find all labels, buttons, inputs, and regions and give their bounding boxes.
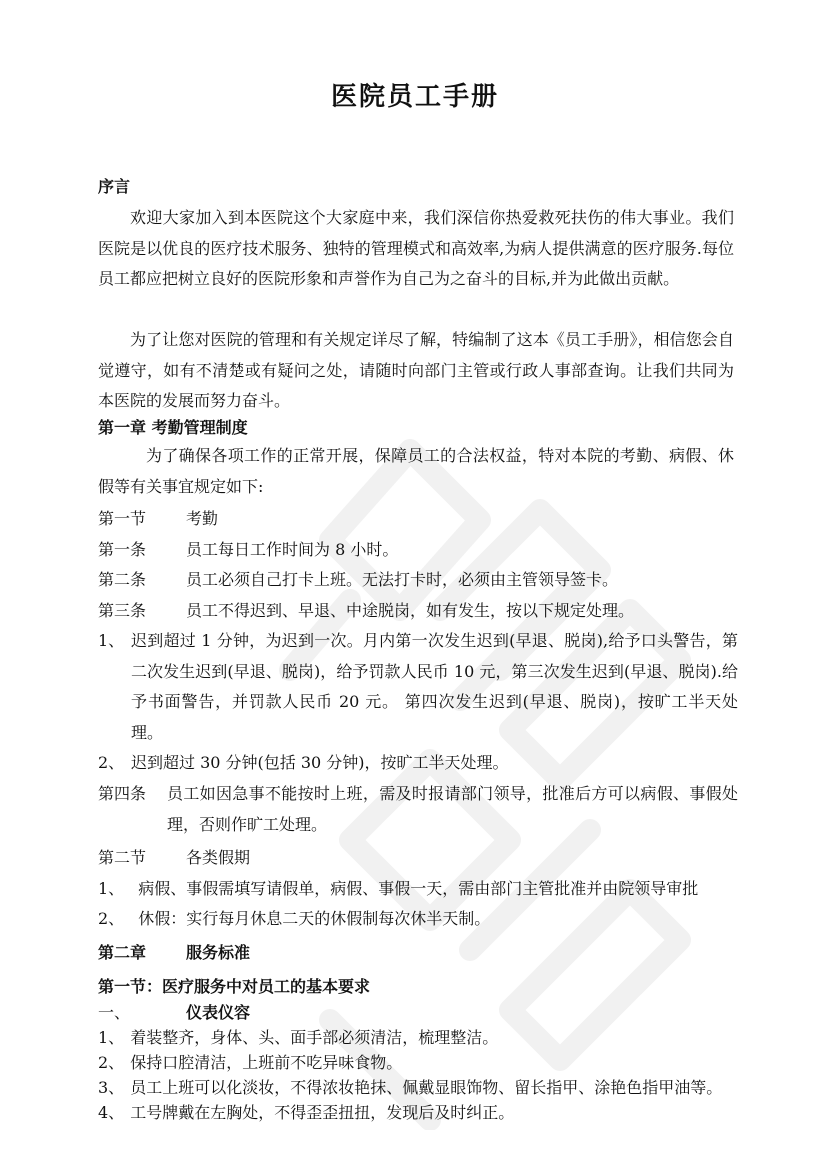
article-2	[98, 570, 618, 590]
article-text: 员工如因急事不能按时上班，需及时报请部门领导，批准后方可以病假、事假处理，否则作旷工处理。	[167, 784, 738, 834]
section-2-heading	[98, 848, 250, 868]
list-item	[98, 1028, 498, 1048]
list-item	[98, 1078, 722, 1098]
list-text: 工号牌戴在左胸处，不得歪歪扭扭，发现后及时纠正。	[130, 1103, 515, 1122]
article-1	[98, 540, 398, 560]
section-title: 考勤	[186, 509, 219, 528]
chapter-2-heading	[98, 943, 250, 963]
list-text: 病假、事假需填写请假单，病假、事假一天，需由部门主管批准并由院领导审批	[138, 879, 699, 898]
preface-paragraph-1: 欢迎大家加入到本医院这个大家庭中来，我们深信你热爱救死扶伤的伟大事业。我们医院是以优良的医疗技术服务、独特的管理模式和高效率,为病人提供满意的医疗服务.每位员工都应把树立良好的医院形象和声誉作为自己为之奋斗的目标,并为此做出贡献。	[98, 208, 734, 288]
list-number: 3、	[98, 1078, 125, 1097]
subsection-title: 仪表仪容	[186, 1003, 251, 1022]
preface-heading: 序言	[98, 177, 131, 196]
chapter-title: 服务标准	[186, 943, 251, 962]
list-item	[98, 1053, 402, 1073]
list-number: 2、	[98, 1053, 125, 1072]
section-1-heading	[98, 509, 218, 529]
article-number: 第一条	[98, 540, 147, 559]
list-text: 着装整齐，身体、头、面手部必须清洁，梳理整洁。	[130, 1028, 499, 1047]
article-text: 员工不得迟到、早退、中途脱岗，如有发生，按以下规定处理。	[186, 601, 635, 620]
list-text: 迟到超过 30 分钟(包括 30 分钟)，按旷工半天处理。	[131, 753, 509, 772]
list-text: 迟到超过 1 分钟，为迟到一次。月内第一次发生迟到(早退、脱岗),给予口头警告，第二次发生迟到(早退、脱岗)，给予罚款人民币 10 元，第三次发生迟到(早退、脱岗).给予书面警告，并罚款人民币 20 元。 第四次发生迟到(早退、脱岗)，按旷工半天处理。	[131, 631, 738, 742]
list-text: 保持口腔清洁，上班前不吃异味食物。	[130, 1053, 403, 1072]
article-3	[98, 601, 634, 621]
lateness-rule-2	[98, 748, 738, 779]
lateness-rule-1	[98, 626, 738, 748]
article-number: 第四条	[98, 784, 147, 803]
list-number: 2、	[98, 909, 125, 928]
chapter-number: 第二章	[98, 943, 147, 962]
article-number: 第二条	[98, 570, 147, 589]
list-number: 1、	[98, 631, 125, 650]
section-title: 各类假期	[186, 848, 251, 867]
list-number: 1、	[98, 1028, 125, 1047]
leave-rule-1	[98, 879, 698, 899]
list-number: 2、	[98, 753, 125, 772]
section-number: 第一节	[98, 509, 147, 528]
preface-paragraph-2: 为了让您对医院的管理和有关规定详尽了解，特编制了这本《员工手册》，相信您会自觉遵守，如有不清楚或有疑问之处，请随时向部门主管或行政人事部查询。让我们共同为本医院的发展而努力奋斗。	[98, 330, 734, 410]
list-number: 1、	[98, 879, 125, 898]
list-number: 4、	[98, 1103, 125, 1122]
list-text: 员工上班可以化淡妆，不得浓妆艳抹、佩戴显眼饰物、留长指甲、涂艳色指甲油等。	[130, 1078, 723, 1097]
document-title: 医院员工手册	[330, 82, 499, 112]
chapter-1-intro: 为了确保各项工作的正常开展，保障员工的合法权益，特对本院的考勤、病假、休假等有关事宜规定如下:	[98, 446, 734, 496]
list-text: 休假：实行每月休息二天的休假制每次休半天制。	[138, 909, 491, 928]
chapter-2-section-1-heading: 第一节：医疗服务中对员工的基本要求	[98, 977, 371, 996]
section-number: 第二节	[98, 848, 147, 867]
leave-rule-2	[98, 909, 490, 929]
subsection-number: 一、	[98, 1003, 131, 1022]
article-text: 员工每日工作时间为 8 小时。	[186, 540, 399, 559]
subsection-heading	[98, 1003, 250, 1023]
article-number: 第三条	[98, 601, 147, 620]
chapter-1-heading: 第一章 考勤管理制度	[98, 418, 248, 437]
article-text: 员工必须自己打卡上班。无法打卡时，必须由主管领导签卡。	[186, 570, 619, 589]
list-item	[98, 1103, 514, 1123]
article-4	[98, 779, 738, 840]
